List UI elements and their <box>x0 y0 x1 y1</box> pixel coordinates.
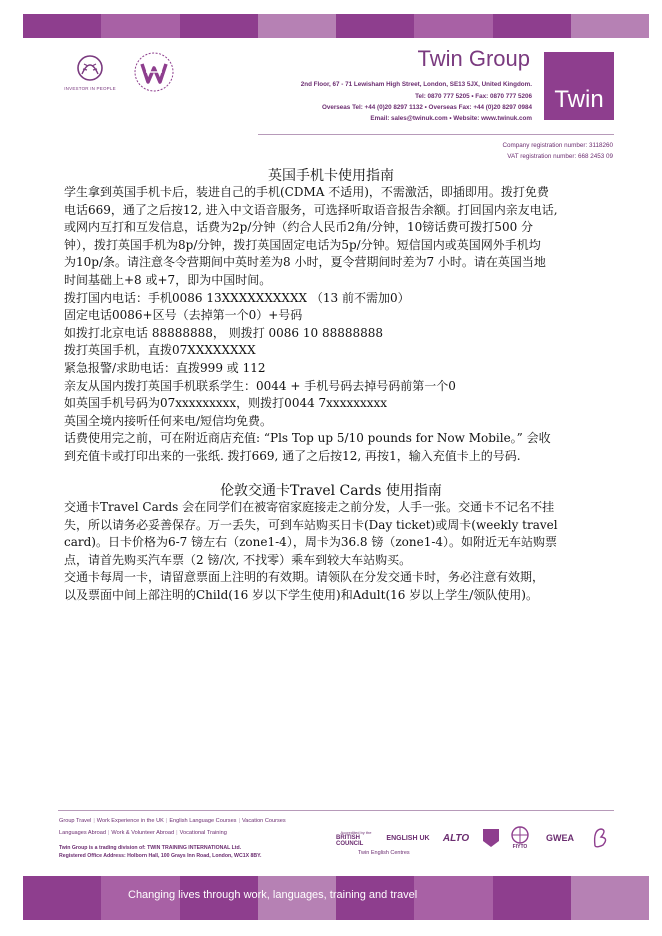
fiyto-text: FIYTO <box>512 844 528 850</box>
footer-links-row-2 <box>59 830 227 836</box>
section-title-mobile: 英国手机卡使用指南 <box>268 168 394 184</box>
band-segment <box>23 14 101 38</box>
band-segment <box>493 876 571 920</box>
top-color-band <box>23 14 649 38</box>
accredited-caption: Accredited by the <box>340 829 372 835</box>
footer-link[interactable]: Vacation Courses <box>241 818 286 824</box>
company-email-website: Email: sales@twinuk.com • Website: www.twinuk.com <box>370 115 532 122</box>
band-segment <box>571 876 649 920</box>
band-segment <box>493 14 571 38</box>
paragraph-line: 交通卡每周一卡，请留意票面上注明的有效期。请领队在分发交通卡时，务必注意有效期， <box>64 570 545 585</box>
paragraph-line: card)。日卡价格为6-7 镑左右（zone1-4），周卡为36.8 镑（zone1-4）。如附近无车站购票 <box>64 535 558 550</box>
fiyto-logo <box>506 824 534 852</box>
paragraph-line: 钟），拨打英国手机为8p/分钟，拨打英国固定电话为5p/分钟。短信国内或英国网外手机均 <box>64 237 541 252</box>
paragraph-line: 话费使用完之前，可在附近商店充值: “Pls Top up 5/10 pounds for Now Mobile。” 会收 <box>64 431 551 446</box>
band-segment <box>414 14 492 38</box>
separator: | <box>165 818 168 824</box>
accreditation-logos <box>55 50 175 95</box>
trading-division: Twin Group is a trading division of: TWIN TRAINING INTERNATIONAL Ltd. <box>59 845 242 851</box>
band-segment <box>258 14 336 38</box>
footer-link[interactable]: Group Travel <box>59 818 92 824</box>
tagline: Changing lives through work, languages, training and travel <box>128 889 418 901</box>
paragraph-line: 固定电话0086+区号（去掉第一个0）+号码 <box>64 308 303 323</box>
script-logo <box>588 824 612 852</box>
band-segment <box>180 14 258 38</box>
separator: | <box>93 818 95 824</box>
paragraph-line: 或网内互打和互发信息，话费为2p/分钟（约合人民币2角/分钟，10镑话费可拨打500 分 <box>64 220 534 235</box>
band-segment <box>336 14 414 38</box>
company-registration: Company registration number: 3118260 <box>502 142 613 149</box>
header-divider <box>258 134 614 135</box>
paragraph-line: 拨打英国手机，直拨07XXXXXXXX <box>64 343 256 358</box>
band-segment <box>414 876 492 920</box>
company-overseas-phone: Overseas Tel: +44 (0)20 8297 1132 • Overseas Fax: +44 (0)20 8297 0984 <box>321 104 532 111</box>
band-segment <box>101 14 179 38</box>
footer-links-row-1 <box>59 818 286 824</box>
section-body-mobile <box>64 184 604 466</box>
separator: | <box>176 830 178 836</box>
paragraph-line: 如拨打北京电话 88888888， 则拨打 0086 10 88888888 <box>64 325 384 340</box>
globe-icon <box>510 826 530 844</box>
band-segment <box>23 876 101 920</box>
twin-english-centres: Twin English Centres <box>358 850 410 856</box>
section-title-travel-cards: 伦敦交通卡Travel Cards 使用指南 <box>220 483 442 499</box>
paragraph-line: 亲友从国内拨打英国手机联系学生：0044 + 手机号码去掉号码前第一个0 <box>64 378 456 393</box>
laurel-wreath-icon <box>55 50 125 86</box>
vat-registration: VAT registration number: 668 2453 09 <box>507 153 613 160</box>
positive-about-disabled-people-logo <box>130 50 178 95</box>
twin-logo: Twin <box>544 52 614 120</box>
british-council-text: BRITISH COUNCIL <box>336 834 364 847</box>
footer-divider <box>58 810 614 811</box>
footer-link[interactable]: Languages Abroad <box>59 830 106 836</box>
paragraph-line: 如英国手机号码为07xxxxxxxxx，则拨打0044 7xxxxxxxxx <box>64 396 388 411</box>
company-phone: Tel: 0870 777 5205 • Fax: 0870 777 5206 <box>415 93 532 100</box>
partner-logos <box>336 822 616 862</box>
separator: | <box>238 818 240 824</box>
gwea-logo: GWEA <box>546 833 574 843</box>
paragraph-line: 交通卡Travel Cards 会在同学们在被寄宿家庭接走之前分发，人手一张。交通卡不记名不挂 <box>64 500 555 514</box>
paragraph-line: 到充值卡或打印出来的一张纸. 拨打669, 通了之后按12, 再按1，输入充值卡上的号码. <box>64 448 521 463</box>
shield-icon <box>481 827 501 849</box>
paragraph-line: 点，请首先购买汽车票（2 镑/次, 不找零）乘车到较大车站购买。 <box>64 552 412 567</box>
paragraph-line: 英国全境内接听任何来电/短信均免费。 <box>64 413 273 428</box>
footer-link[interactable]: Work & Volunteer Abroad <box>111 830 175 836</box>
separator: | <box>107 830 110 836</box>
english-uk-logo: ENGLISH UK <box>386 834 430 842</box>
paragraph-line: 为10p/条。请注意冬令营期间中英时差为8 小时，夏令营期间时差为7 小时。请在英国当地 <box>64 255 546 270</box>
brand-name: Twin Group <box>417 46 530 71</box>
script-b-icon <box>589 826 611 850</box>
footer-link[interactable]: Vocational Training <box>179 830 227 836</box>
paragraph-line: 电话669，通了之后按12, 进入中文语音服务，可选择听取语音报告余额。打回国内亲友电话, <box>64 202 558 217</box>
investor-in-people-logo <box>55 50 125 95</box>
paragraph-line: 失，所以请务必妥善保存。万一丢失，可到车站购买日卡(Day ticket)或周卡(weekly travel <box>64 517 558 532</box>
paragraph-line: 以及票面中间上部注明的Child(16 岁以下学生使用)和Adult(16 岁以上学生/领队使用)。 <box>64 587 538 602</box>
band-segment <box>571 14 649 38</box>
paragraph-line: 拨打国内电话：手机0086 13XXXXXXXXXX （13 前不需加0） <box>64 290 410 305</box>
paragraph-line: 时间基础上+8 或+7，即为中国时间。 <box>64 272 272 287</box>
badge-logo <box>478 824 504 852</box>
disability-symbol-icon <box>130 50 178 95</box>
british-council-logo <box>336 824 376 852</box>
paragraph-line: 紧急报警/求助电话：直拨999 或 112 <box>64 360 266 375</box>
footer-link[interactable]: Work Experience in the UK <box>96 818 164 824</box>
paragraph-line: 学生拿到英国手机卡后，装进自己的手机(CDMA 不适用)，不需激活，即插即用。拨打免费 <box>64 185 549 199</box>
registered-office: Registered Office Address: Holborn Hall, 100 Grays Inn Road, London, WC1X 8BY. <box>59 853 262 859</box>
iip-caption: INVESTOR IN PEOPLE <box>64 86 116 91</box>
company-address: 2nd Floor, 67 - 71 Lewisham High Street, London, SE13 5JX, United Kingdom. <box>300 81 532 88</box>
footer-link[interactable]: English Language Courses <box>169 818 237 824</box>
alto-logo: ALTO <box>442 832 470 844</box>
section-body-travel-cards <box>64 499 604 605</box>
